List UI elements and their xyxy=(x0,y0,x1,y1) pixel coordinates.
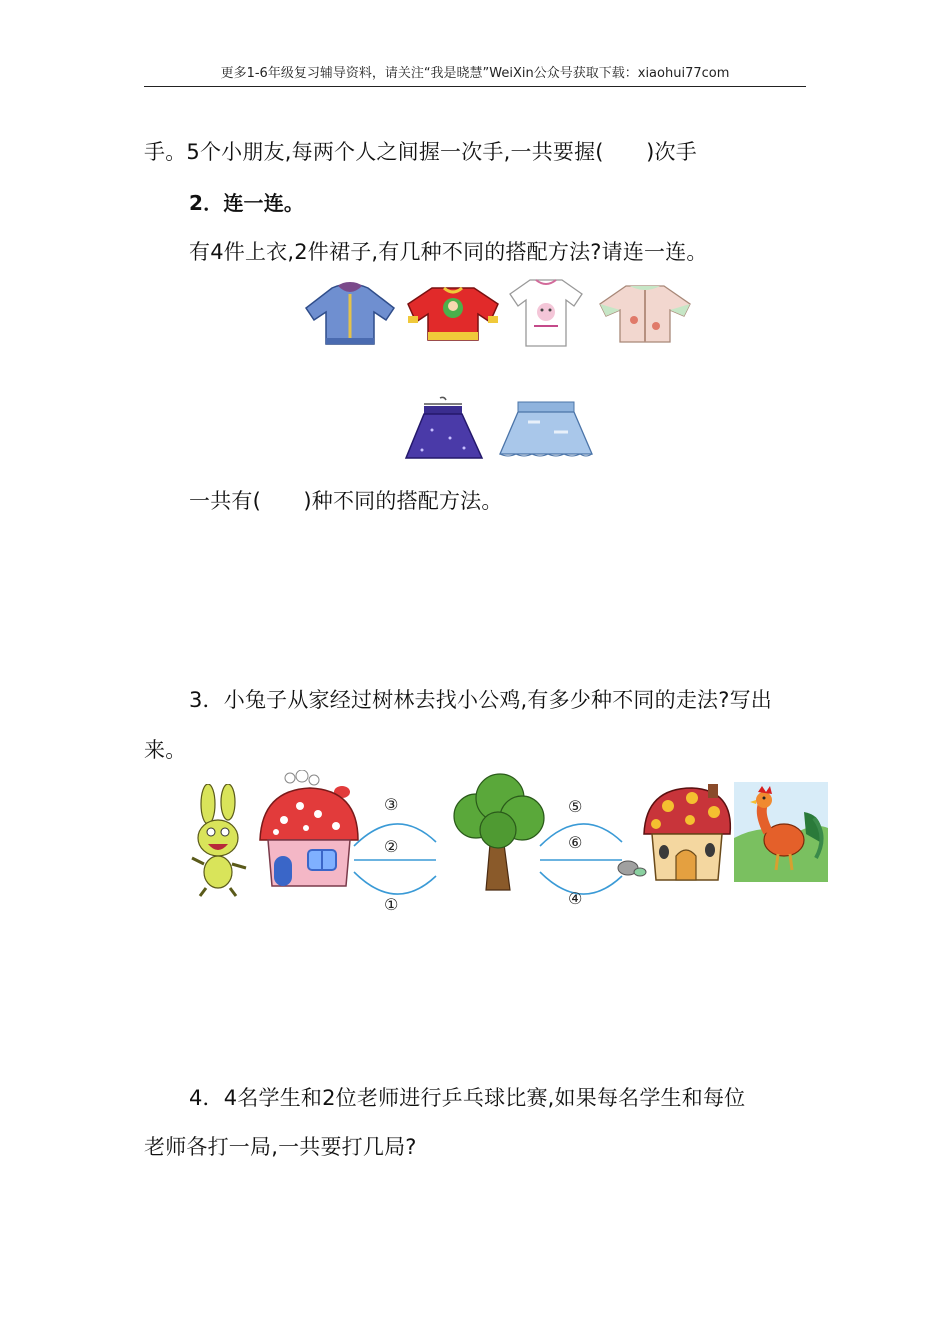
denim-skirt-image xyxy=(498,398,594,460)
q3-text-line1: 3．小兔子从家经过树林去找小公鸡,有多少种不同的走法?写出 xyxy=(189,688,772,712)
route-1-path xyxy=(354,872,436,894)
q1-continuation-text: 手。5个小朋友,每两个人之间握一次手,一共要握( )次手 xyxy=(144,140,697,164)
route-2-label: ② xyxy=(384,837,399,856)
tree-image xyxy=(446,770,550,894)
q2-prompt: 有4件上衣,2件裙子,有几种不同的搭配方法?请连一连。 xyxy=(189,240,708,264)
routes-left-diagram xyxy=(350,790,442,916)
page-header: 更多1-6年级复习辅导资料，请关注“我是晓慧”WeiXin公众号获取下载：xiaohui77com xyxy=(220,66,730,81)
q2-title: 2．连一连。 xyxy=(189,191,305,215)
purple-skirt-image xyxy=(402,396,486,462)
rabbit-image xyxy=(186,784,252,900)
q4-text-line2: 老师各打一局,一共要打几局? xyxy=(144,1135,417,1159)
q4-text-line1: 4．4名学生和2位老师进行乒乓球比赛,如果每名学生和每位 xyxy=(189,1086,746,1110)
route-4-label: ④ xyxy=(568,889,583,908)
rooster-image xyxy=(734,782,828,882)
red-sweater-image xyxy=(404,282,502,344)
rabbit-home-image xyxy=(254,770,364,894)
header-divider xyxy=(144,86,806,87)
q2-answer-line: 一共有( )种不同的搭配方法。 xyxy=(189,489,503,513)
white-tshirt-image xyxy=(506,276,586,350)
pink-jacket-image xyxy=(596,280,694,346)
route-6-label: ⑥ xyxy=(568,833,583,852)
route-1-label: ① xyxy=(384,895,399,914)
route-3-label: ③ xyxy=(384,795,399,814)
q3-text-line2: 来。 xyxy=(144,738,187,762)
blue-jacket-image xyxy=(302,280,398,348)
route-5-label: ⑤ xyxy=(568,797,583,816)
rooster-home-image xyxy=(610,782,734,884)
